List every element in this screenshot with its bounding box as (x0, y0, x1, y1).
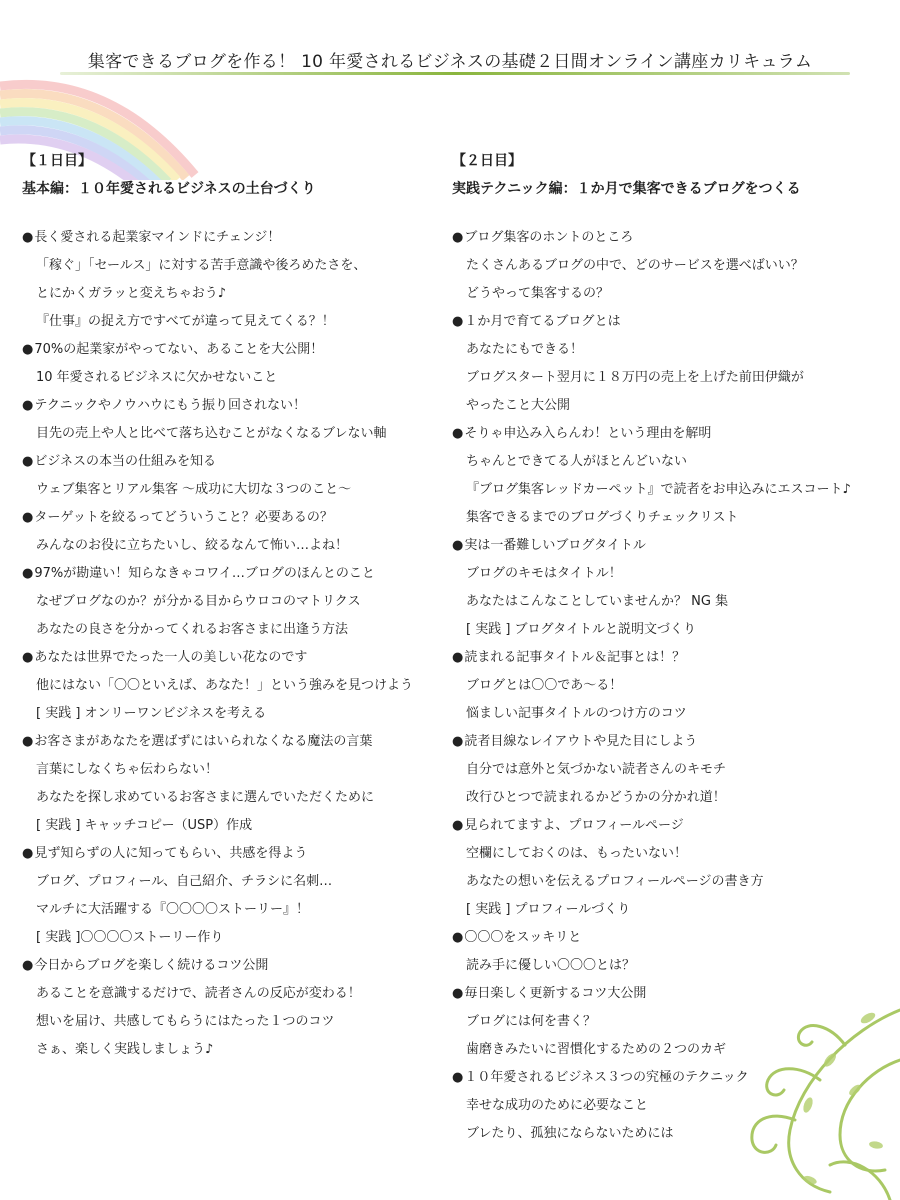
curriculum-topic: ● そりゃ申込み入らんわ！という理由を解明 (452, 420, 892, 448)
day2-subtitle: 実践テクニック編：１か月で集客できるブログをつくる (452, 181, 801, 197)
curriculum-detail: ウェブ集客とリアル集客 ～成功に大切な３つのこと～ (36, 482, 352, 497)
curriculum-detail: 目先の売上や人と比べて落ち込むことがなくなるブレない軸 (36, 426, 387, 441)
curriculum-topic: ● １か月で育てるブログとは (452, 308, 892, 336)
day2-label: 【２日目】 (452, 153, 522, 169)
curriculum-detail: 他にはない「〇〇といえば、あなた！」という強みを見つけよう (36, 678, 414, 693)
curriculum-topic: ● 見られてますよ、プロフィールページ (452, 812, 892, 840)
curriculum-topic: ● 毎日楽しく更新するコツ大公開 (452, 980, 892, 1008)
curriculum-detail: [ 実践 ] オンリーワンビジネスを考える (36, 706, 267, 721)
curriculum-topic: ● 読まれる記事タイトル＆記事とは！？ (452, 644, 892, 672)
curriculum-detail: あなたの良さを分かってくれるお客さまに出逢う方法 (36, 622, 349, 637)
day1-column (22, 152, 442, 1064)
curriculum-topic: ● ブログ集客のホントのところ (452, 224, 892, 252)
curriculum-detail: ブログのキモはタイトル！ (466, 566, 622, 581)
curriculum-detail: ブログスタート翌月に１８万円の売上を上げた前田伊織が (466, 370, 804, 385)
curriculum-detail: 10 年愛されるビジネスに欠かせないこと (36, 370, 278, 385)
day1-curriculum-list (22, 224, 442, 1064)
page-title: 集客できるブログを作る！ 10 年愛されるビジネスの基礎２日間オンライン講座カリキュラム (87, 52, 813, 72)
curriculum-detail: 想いを届け、共感してもらうにはたった１つのコツ (36, 1014, 335, 1029)
curriculum-detail: あなたにもできる！ (466, 342, 584, 357)
title-underline (60, 72, 850, 76)
curriculum-detail: [ 実践 ] プロフィールづくり (466, 902, 631, 917)
curriculum-detail: ブログ、プロフィール、自己紹介、チラシに名刺… (36, 874, 333, 889)
curriculum-detail: なぜブログなのか？が分かる目からウロコのマトリクス (36, 594, 361, 609)
curriculum-detail: あなたはこんなことしていませんか？ NG 集 (466, 594, 729, 609)
curriculum-detail: たくさんあるブログの中で、どのサービスを選べばいい？ (466, 258, 804, 273)
curriculum-topic: ● ターゲットを絞るってどういうこと？必要あるの？ (22, 504, 442, 532)
curriculum-topic: ● 97%が勘違い！知らなきゃコワイ…ブログのほんとのこと (22, 560, 442, 588)
curriculum-detail: 『仕事』の捉え方ですべてが違って見えてくる？！ (36, 314, 335, 329)
vine-decoration (680, 970, 900, 1200)
curriculum-detail: どうやって集客するの？ (466, 286, 610, 301)
curriculum-detail: あなたを探し求めているお客さまに選んでいただくために (36, 790, 375, 805)
curriculum-detail: 自分では意外と気づかない読者さんのキモチ (466, 762, 727, 777)
curriculum-topic: ● 長く愛される起業家マインドにチェンジ！ (22, 224, 442, 252)
curriculum-topic: ● テクニックやノウハウにもう振り回されない！ (22, 392, 442, 420)
curriculum-topic: ● 70%の起業家がやってない、あることを大公開！ (22, 336, 442, 364)
curriculum-detail: とにかくガラッと変えちゃおう♪ (36, 286, 227, 301)
curriculum-topic: ● １０年愛されるビジネス３つの究極のテクニック (452, 1064, 892, 1092)
curriculum-detail: やったこと大公開 (466, 398, 571, 413)
curriculum-detail: 集客できるまでのブログづくりチェックリスト (466, 510, 739, 525)
curriculum-detail: ちゃんとできてる人がほとんどいない (466, 454, 688, 469)
curriculum-detail: [ 実践 ] キャッチコピー（USP）作成 (36, 818, 253, 833)
curriculum-detail: 『ブログ集客レッドカーペット』で読者をお申込みにエスコート♪ (466, 482, 851, 497)
curriculum-detail: さぁ、楽しく実践しましょう♪ (36, 1042, 214, 1057)
curriculum-detail: 読み手に優しい〇〇〇とは？ (466, 958, 636, 973)
curriculum-topic: ● ビジネスの本当の仕組みを知る (22, 448, 442, 476)
curriculum-detail: ブログとは〇〇であ～る！ (466, 678, 623, 693)
curriculum-detail: あなたの想いを伝えるプロフィールページの書き方 (466, 874, 764, 889)
curriculum-detail: ブログには何を書く？ (466, 1014, 597, 1029)
curriculum-detail: みんなのお役に立ちたいし、絞るなんて怖い…よね！ (36, 538, 349, 553)
curriculum-detail: [ 実践 ] ブログタイトルと説明文づくり (466, 622, 697, 637)
curriculum-topic: ● 〇〇〇をスッキリと (452, 924, 892, 952)
curriculum-topic: ● 実は一番難しいブログタイトル (452, 532, 892, 560)
curriculum-detail: 改行ひとつで読まれるかどうかの分かれ道！ (466, 790, 726, 805)
curriculum-detail: 空欄にしておくのは、もったいない！ (466, 846, 688, 861)
day1-subtitle: 基本編：１０年愛されるビジネスの土台づくり (22, 181, 316, 197)
curriculum-detail: マルチに大活躍する『〇〇〇〇ストーリー』！ (36, 902, 310, 917)
curriculum-detail: ブレたり、孤独にならないためには (466, 1126, 674, 1141)
curriculum-detail: 幸せな成功のために必要なこと (466, 1098, 649, 1113)
day1-label: 【１日目】 (22, 153, 92, 169)
curriculum-detail: 言葉にしなくちゃ伝わらない！ (36, 762, 219, 777)
curriculum-topic: ● あなたは世界でたった一人の美しい花なのです (22, 644, 442, 672)
curriculum-topic: ● お客さまがあなたを選ばずにはいられなくなる魔法の言葉 (22, 728, 442, 756)
curriculum-detail: 歯磨きみたいに習慣化するための２つのカギ (466, 1042, 727, 1057)
curriculum-detail: [ 実践 ]〇〇〇〇ストーリー作り (36, 930, 224, 945)
curriculum-topic: ● 今日からブログを楽しく続けるコツ公開 (22, 952, 442, 980)
curriculum-detail: あることを意識するだけで、読者さんの反応が変わる！ (36, 986, 361, 1001)
curriculum-detail: 悩ましい記事タイトルのつけ方のコツ (466, 706, 687, 721)
curriculum-topic: ● 読者目線なレイアウトや見た目にしよう (452, 728, 892, 756)
curriculum-detail: 「稼ぐ」「セールス」に対する苦手意識や後ろめたさを、 (36, 258, 367, 273)
curriculum-topic: ● 見ず知らずの人に知ってもらい、共感を得よう (22, 840, 442, 868)
